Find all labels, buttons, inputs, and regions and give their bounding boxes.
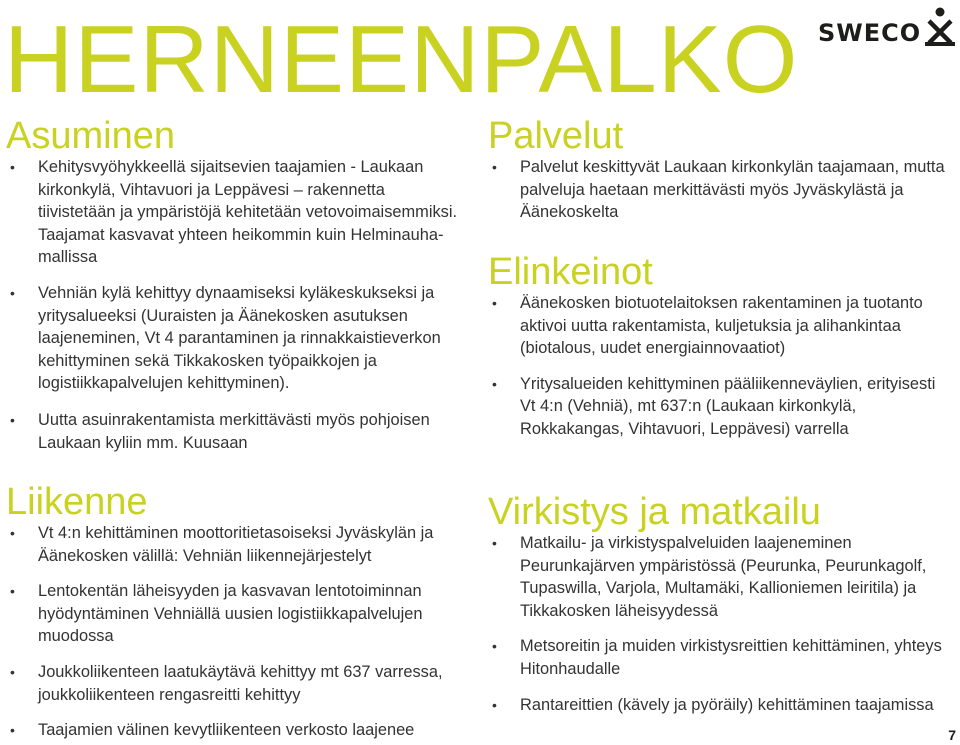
section-heading: Palvelut bbox=[488, 115, 624, 157]
section-heading: Asuminen bbox=[6, 115, 175, 157]
list-item: • Taajamien välinen kevytliikenteen verkosto laajenee bbox=[6, 719, 466, 742]
page-title: HERNEENPALKO bbox=[4, 6, 799, 113]
list-item: • Yritysalueiden kehittyminen pääliikenneväylien, erityisesti Vt 4:n (Vehniä), mt 637:n (Laukaan kirkonkylä, Rokkakangas, Vihtavuori, Leppävesi) varrella bbox=[488, 373, 954, 441]
section-liikenne bbox=[6, 482, 466, 742]
bullet-list bbox=[6, 156, 466, 454]
section-heading: Elinkeinot bbox=[488, 251, 653, 293]
list-item: • Uutta asuinrakentamista merkittävästi myös pohjoisen Laukaan kyliin mm. Kuusaan bbox=[6, 409, 466, 454]
section-palvelut bbox=[488, 116, 954, 224]
sweco-emblem-icon bbox=[922, 6, 958, 48]
list-item: • Lentokentän läheisyyden ja kasvavan lentotoiminnan hyödyntäminen Vehniällä uusien logistiikkapalvelujen muodossa bbox=[6, 580, 466, 648]
list-item: • Palvelut keskittyvät Laukaan kirkonkylän taajamaan, mutta palveluja haetaan merkittävästi myös Jyväskylästä ja Äänekoskelta bbox=[488, 156, 954, 224]
sweco-logo bbox=[818, 6, 960, 52]
section-virkistys bbox=[488, 492, 954, 716]
logo-text: SWECO bbox=[818, 19, 922, 47]
list-item: • Äänekosken biotuotelaitoksen rakentaminen ja tuotanto aktivoi uutta rakentamista, kuljetuksia ja alihankintaa (biotalous, uudet energiainnovaatiot) bbox=[488, 292, 954, 360]
list-item: • Rantareittien (kävely ja pyöräily) kehittäminen taajamissa bbox=[488, 694, 954, 717]
bullet-list bbox=[6, 522, 466, 742]
bullet-list bbox=[488, 156, 954, 224]
list-item: • Matkailu- ja virkistyspalveluiden laajeneminen Peurunkajärven ympäristössä (Peurunka, Peurunkagolf, Tupaswilla, Varjola, Multamäki, Kallioniemen leiritila) ja Tikkakosken läheisyydessä bbox=[488, 532, 954, 622]
page-number: 7 bbox=[948, 727, 956, 743]
bullet-list bbox=[488, 532, 954, 716]
list-item: • Joukkoliikenteen laatukäytävä kehittyy mt 637 varressa, joukkoliikenteen rengasreitti kehittyy bbox=[6, 661, 466, 706]
list-item: • Metsoreitin ja muiden virkistysreittien kehittäminen, yhteys Hitonhaudalle bbox=[488, 635, 954, 680]
list-item: • Vt 4:n kehittäminen moottoritietasoiseksi Jyväskylän ja Äänekosken välillä: Vehniän liikennejärjestelyt bbox=[6, 522, 466, 567]
bullet-list bbox=[488, 292, 954, 441]
section-heading: Liikenne bbox=[6, 481, 148, 523]
list-item: • Vehniän kylä kehittyy dynaamiseksi kyläkeskukseksi ja yritysalueeksi (Uuraisten ja Äänekosken asutuksen laajeneminen, Vt 4 parantaminen ja rinnakkaistieverkon kehittyminen sekä Tikkakosken työpaikkojen ja logistiikkapalvelujen kehittyminen). bbox=[6, 282, 466, 395]
section-asuminen bbox=[6, 116, 466, 454]
section-elinkeinot bbox=[488, 252, 954, 441]
section-heading: Virkistys ja matkailu bbox=[488, 491, 821, 533]
list-item: • Kehitysvyöhykkeellä sijaitsevien taajamien - Laukaan kirkonkylä, Vihtavuori ja Leppävesi – rakennetta tiivistetään ja ympäristöjä kehitetään vetovoimaisemmiksi. Taajamat kasvavat yhteen heikommin kuin Helminauha-mallissa bbox=[6, 156, 466, 269]
